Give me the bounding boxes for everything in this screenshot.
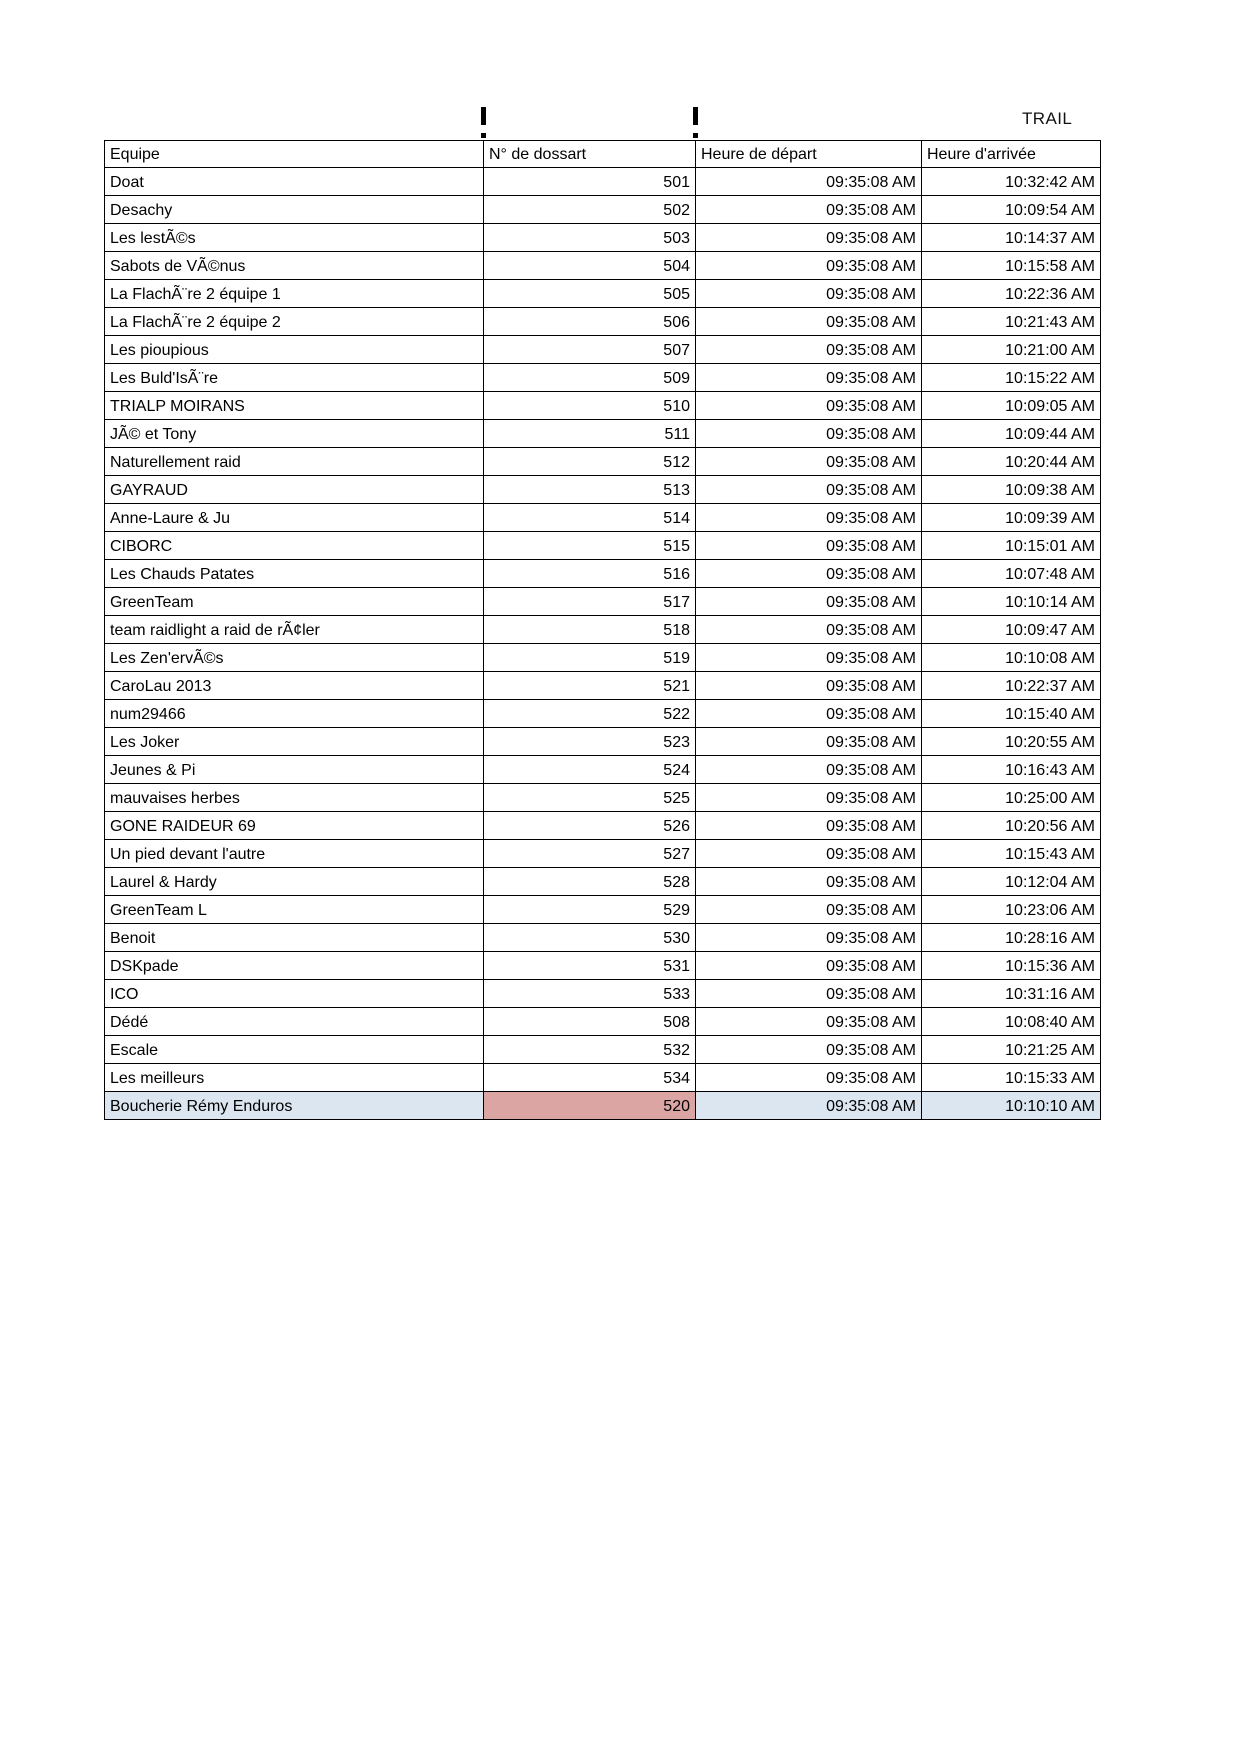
arrivee-cell: 10:09:47 AM bbox=[922, 616, 1101, 644]
dossart-cell: 532 bbox=[484, 1036, 696, 1064]
table-row bbox=[105, 728, 1101, 756]
table-row bbox=[105, 756, 1101, 784]
dossart-cell: 506 bbox=[484, 308, 696, 336]
equipe-cell: Jeunes & Pi bbox=[105, 756, 484, 784]
dossart-cell: 522 bbox=[484, 700, 696, 728]
equipe-cell: Dédé bbox=[105, 1008, 484, 1036]
arrivee-cell: 10:09:38 AM bbox=[922, 476, 1101, 504]
arrivee-cell: 10:21:43 AM bbox=[922, 308, 1101, 336]
dossart-cell: 523 bbox=[484, 728, 696, 756]
depart-cell: 09:35:08 AM bbox=[696, 1064, 922, 1092]
arrivee-cell: 10:07:48 AM bbox=[922, 560, 1101, 588]
page-break-dot bbox=[481, 133, 486, 138]
equipe-cell: Les Buld'IsÃ¨re bbox=[105, 364, 484, 392]
equipe-cell: ICO bbox=[105, 980, 484, 1008]
page-break-dot bbox=[693, 133, 698, 138]
arrivee-cell: 10:32:42 AM bbox=[922, 168, 1101, 196]
table-row bbox=[105, 504, 1101, 532]
depart-cell: 09:35:08 AM bbox=[696, 196, 922, 224]
arrivee-cell: 10:21:25 AM bbox=[922, 1036, 1101, 1064]
table-row bbox=[105, 840, 1101, 868]
table-row bbox=[105, 1036, 1101, 1064]
equipe-cell: La FlachÃ¨re 2 équipe 2 bbox=[105, 308, 484, 336]
depart-cell: 09:35:08 AM bbox=[696, 420, 922, 448]
arrivee-cell: 10:15:01 AM bbox=[922, 532, 1101, 560]
depart-cell: 09:35:08 AM bbox=[696, 1036, 922, 1064]
table-row bbox=[105, 784, 1101, 812]
arrivee-cell: 10:21:00 AM bbox=[922, 336, 1101, 364]
equipe-cell: CaroLau 2013 bbox=[105, 672, 484, 700]
arrivee-cell: 10:20:55 AM bbox=[922, 728, 1101, 756]
col-header-arrivee: Heure d'arrivée bbox=[922, 141, 1101, 168]
depart-cell: 09:35:08 AM bbox=[696, 896, 922, 924]
table-row bbox=[105, 952, 1101, 980]
depart-cell: 09:35:08 AM bbox=[696, 784, 922, 812]
arrivee-cell: 10:31:16 AM bbox=[922, 980, 1101, 1008]
depart-cell: 09:35:08 AM bbox=[696, 364, 922, 392]
equipe-cell: Anne-Laure & Ju bbox=[105, 504, 484, 532]
dossart-cell: 519 bbox=[484, 644, 696, 672]
equipe-cell: num29466 bbox=[105, 700, 484, 728]
dossart-cell: 508 bbox=[484, 1008, 696, 1036]
table-row bbox=[105, 1008, 1101, 1036]
depart-cell: 09:35:08 AM bbox=[696, 532, 922, 560]
arrivee-cell: 10:15:33 AM bbox=[922, 1064, 1101, 1092]
dossart-cell: 533 bbox=[484, 980, 696, 1008]
dossart-cell: 527 bbox=[484, 840, 696, 868]
dossart-cell: 503 bbox=[484, 224, 696, 252]
equipe-cell: CIBORC bbox=[105, 532, 484, 560]
arrivee-cell: 10:15:36 AM bbox=[922, 952, 1101, 980]
equipe-cell: Les Joker bbox=[105, 728, 484, 756]
arrivee-cell: 10:09:54 AM bbox=[922, 196, 1101, 224]
depart-cell: 09:35:08 AM bbox=[696, 280, 922, 308]
equipe-cell: Les Chauds Patates bbox=[105, 560, 484, 588]
equipe-cell: Doat bbox=[105, 168, 484, 196]
table-row bbox=[105, 252, 1101, 280]
depart-cell: 09:35:08 AM bbox=[696, 756, 922, 784]
table-row bbox=[105, 896, 1101, 924]
arrivee-cell: 10:15:40 AM bbox=[922, 700, 1101, 728]
dossart-cell: 521 bbox=[484, 672, 696, 700]
table-row bbox=[105, 280, 1101, 308]
equipe-cell: TRIALP MOIRANS bbox=[105, 392, 484, 420]
dossart-cell: 517 bbox=[484, 588, 696, 616]
depart-cell: 09:35:08 AM bbox=[696, 476, 922, 504]
dossart-cell: 530 bbox=[484, 924, 696, 952]
depart-cell: 09:35:08 AM bbox=[696, 952, 922, 980]
dossart-cell: 528 bbox=[484, 868, 696, 896]
page-break-dash bbox=[693, 107, 698, 125]
depart-cell: 09:35:08 AM bbox=[696, 1008, 922, 1036]
equipe-cell: GONE RAIDEUR 69 bbox=[105, 812, 484, 840]
table-row bbox=[105, 1064, 1101, 1092]
arrivee-cell: 10:22:37 AM bbox=[922, 672, 1101, 700]
depart-cell: 09:35:08 AM bbox=[696, 700, 922, 728]
arrivee-cell: 10:14:37 AM bbox=[922, 224, 1101, 252]
dossart-cell: 501 bbox=[484, 168, 696, 196]
dossart-cell: 518 bbox=[484, 616, 696, 644]
depart-cell: 09:35:08 AM bbox=[696, 448, 922, 476]
table-row bbox=[105, 868, 1101, 896]
arrivee-cell: 10:09:44 AM bbox=[922, 420, 1101, 448]
dossart-cell: 507 bbox=[484, 336, 696, 364]
arrivee-cell: 10:10:10 AM bbox=[922, 1092, 1101, 1120]
arrivee-cell: 10:15:22 AM bbox=[922, 364, 1101, 392]
depart-cell: 09:35:08 AM bbox=[696, 924, 922, 952]
depart-cell: 09:35:08 AM bbox=[696, 168, 922, 196]
page-break-marker bbox=[693, 107, 698, 140]
dossart-cell: 509 bbox=[484, 364, 696, 392]
equipe-cell: Boucherie Rémy Enduros bbox=[105, 1092, 484, 1120]
depart-cell: 09:35:08 AM bbox=[696, 644, 922, 672]
table-row bbox=[105, 448, 1101, 476]
equipe-cell: Les meilleurs bbox=[105, 1064, 484, 1092]
dossart-cell: 526 bbox=[484, 812, 696, 840]
depart-cell: 09:35:08 AM bbox=[696, 1092, 922, 1120]
arrivee-cell: 10:12:04 AM bbox=[922, 868, 1101, 896]
table-row bbox=[105, 672, 1101, 700]
depart-cell: 09:35:08 AM bbox=[696, 728, 922, 756]
dossart-cell: 525 bbox=[484, 784, 696, 812]
arrivee-cell: 10:16:43 AM bbox=[922, 756, 1101, 784]
arrivee-cell: 10:23:06 AM bbox=[922, 896, 1101, 924]
dossart-cell: 512 bbox=[484, 448, 696, 476]
equipe-cell: Sabots de VÃ©nus bbox=[105, 252, 484, 280]
col-header-depart: Heure de départ bbox=[696, 141, 922, 168]
table-row bbox=[105, 308, 1101, 336]
depart-cell: 09:35:08 AM bbox=[696, 980, 922, 1008]
col-header-dossart: N° de dossart bbox=[484, 141, 696, 168]
depart-cell: 09:35:08 AM bbox=[696, 336, 922, 364]
dossart-cell: 520 bbox=[484, 1092, 696, 1120]
arrivee-cell: 10:09:39 AM bbox=[922, 504, 1101, 532]
equipe-cell: Les pioupious bbox=[105, 336, 484, 364]
equipe-cell: Benoit bbox=[105, 924, 484, 952]
arrivee-cell: 10:20:56 AM bbox=[922, 812, 1101, 840]
table-row bbox=[105, 420, 1101, 448]
table-row bbox=[105, 812, 1101, 840]
depart-cell: 09:35:08 AM bbox=[696, 588, 922, 616]
equipe-cell: mauvaises herbes bbox=[105, 784, 484, 812]
table-row bbox=[105, 168, 1101, 196]
header-row bbox=[105, 141, 1101, 168]
equipe-cell: La FlachÃ¨re 2 équipe 1 bbox=[105, 280, 484, 308]
dossart-cell: 505 bbox=[484, 280, 696, 308]
arrivee-cell: 10:10:08 AM bbox=[922, 644, 1101, 672]
table-row bbox=[105, 616, 1101, 644]
equipe-cell: GreenTeam L bbox=[105, 896, 484, 924]
col-header-equipe: Equipe bbox=[105, 141, 484, 168]
arrivee-cell: 10:10:14 AM bbox=[922, 588, 1101, 616]
dossart-cell: 534 bbox=[484, 1064, 696, 1092]
depart-cell: 09:35:08 AM bbox=[696, 616, 922, 644]
arrivee-cell: 10:28:16 AM bbox=[922, 924, 1101, 952]
depart-cell: 09:35:08 AM bbox=[696, 868, 922, 896]
arrivee-cell: 10:20:44 AM bbox=[922, 448, 1101, 476]
equipe-cell: GAYRAUD bbox=[105, 476, 484, 504]
table-row bbox=[105, 392, 1101, 420]
table-row bbox=[105, 980, 1101, 1008]
table-row bbox=[105, 560, 1101, 588]
depart-cell: 09:35:08 AM bbox=[696, 224, 922, 252]
depart-cell: 09:35:08 AM bbox=[696, 504, 922, 532]
depart-cell: 09:35:08 AM bbox=[696, 672, 922, 700]
depart-cell: 09:35:08 AM bbox=[696, 308, 922, 336]
page-break-marker bbox=[481, 107, 486, 140]
table-row bbox=[105, 196, 1101, 224]
table-row bbox=[105, 476, 1101, 504]
arrivee-cell: 10:15:58 AM bbox=[922, 252, 1101, 280]
equipe-cell: JÃ© et Tony bbox=[105, 420, 484, 448]
depart-cell: 09:35:08 AM bbox=[696, 812, 922, 840]
dossart-cell: 524 bbox=[484, 756, 696, 784]
depart-cell: 09:35:08 AM bbox=[696, 840, 922, 868]
dossart-cell: 529 bbox=[484, 896, 696, 924]
dossart-cell: 510 bbox=[484, 392, 696, 420]
equipe-cell: Laurel & Hardy bbox=[105, 868, 484, 896]
arrivee-cell: 10:09:05 AM bbox=[922, 392, 1101, 420]
equipe-cell: DSKpade bbox=[105, 952, 484, 980]
dossart-cell: 502 bbox=[484, 196, 696, 224]
dossart-cell: 516 bbox=[484, 560, 696, 588]
dossart-cell: 515 bbox=[484, 532, 696, 560]
dossart-cell: 514 bbox=[484, 504, 696, 532]
equipe-cell: Les lestÃ©s bbox=[105, 224, 484, 252]
trail-label: TRAIL bbox=[1022, 109, 1073, 128]
results-table bbox=[104, 140, 1101, 1120]
table-row bbox=[105, 700, 1101, 728]
arrivee-cell: 10:08:40 AM bbox=[922, 1008, 1101, 1036]
depart-cell: 09:35:08 AM bbox=[696, 252, 922, 280]
dossart-cell: 511 bbox=[484, 420, 696, 448]
dossart-cell: 531 bbox=[484, 952, 696, 980]
equipe-cell: Les Zen'ervÃ©s bbox=[105, 644, 484, 672]
page-break-dash bbox=[481, 107, 486, 125]
depart-cell: 09:35:08 AM bbox=[696, 392, 922, 420]
dossart-cell: 513 bbox=[484, 476, 696, 504]
arrivee-cell: 10:15:43 AM bbox=[922, 840, 1101, 868]
table-row bbox=[105, 588, 1101, 616]
results-table-body bbox=[105, 168, 1101, 1120]
table-row bbox=[105, 644, 1101, 672]
table-row bbox=[105, 224, 1101, 252]
table-row bbox=[105, 364, 1101, 392]
arrivee-cell: 10:25:00 AM bbox=[922, 784, 1101, 812]
table-row bbox=[105, 1092, 1101, 1120]
equipe-cell: Naturellement raid bbox=[105, 448, 484, 476]
table-row bbox=[105, 924, 1101, 952]
equipe-cell: Escale bbox=[105, 1036, 484, 1064]
table-row bbox=[105, 532, 1101, 560]
depart-cell: 09:35:08 AM bbox=[696, 560, 922, 588]
table-row bbox=[105, 336, 1101, 364]
equipe-cell: Un pied devant l'autre bbox=[105, 840, 484, 868]
arrivee-cell: 10:22:36 AM bbox=[922, 280, 1101, 308]
dossart-cell: 504 bbox=[484, 252, 696, 280]
equipe-cell: GreenTeam bbox=[105, 588, 484, 616]
equipe-cell: team raidlight a raid de rÃ¢ler bbox=[105, 616, 484, 644]
equipe-cell: Desachy bbox=[105, 196, 484, 224]
